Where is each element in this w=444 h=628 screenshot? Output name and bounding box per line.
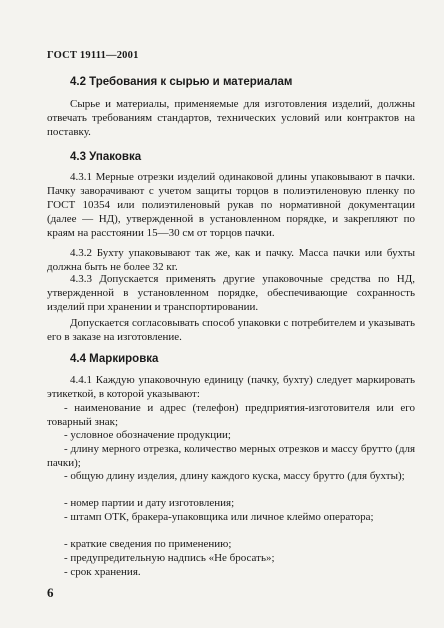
section-4-3-2-paragraph: 4.3.2 Бухту упаковывают так же, как и пачку. Масса пачки или бухты должна быть не более 32 кг.	[47, 247, 415, 273]
marking-list-item: - длину мерного отрезка, количество мерных отрезков и массу брутто (для пачки);	[47, 443, 415, 469]
section-4-3-note-paragraph: Допускается согласовывать способ упаковки с потребителем и указывать его в заказе на изготовление.	[47, 317, 415, 343]
marking-list-item: - номер партии и дату изготовления;	[64, 497, 235, 509]
marking-list-item: - наименование и адрес (телефон) предприятия-изготовителя или его товарный знак;	[47, 402, 415, 428]
marking-list-item: - штамп ОТК, бракера-упаковщика или личное клеймо оператора;	[64, 511, 374, 523]
marking-list-item: - общую длину изделия, длину каждого куска, массу брутто (для бухты);	[64, 470, 405, 482]
page-number: 6	[47, 585, 54, 600]
section-4-2-title: 4.2 Требования к сырью и материалам	[70, 76, 293, 88]
marking-list-item: - краткие сведения по применению;	[64, 538, 232, 550]
section-4-3-title: 4.3 Упаковка	[70, 151, 142, 163]
marking-list-item: - предупредительную надпись «Не бросать»;	[64, 552, 275, 564]
section-4-3-1-paragraph: 4.3.1 Мерные отрезки изделий одинаковой длины упаковывают в пачки. Пачку заворачивают с учетом защиты торцов в полиэтиленовую пленку по ГОСТ 10354 или полиэтиленовый рукав по нормативной документации (далее — НД), утвержденной в установленном порядке, и закрепляют по краям на расстоянии 15—30 см от торцов пачки.	[47, 171, 415, 239]
marking-list-item: - срок хранения.	[64, 566, 141, 578]
section-4-4-title: 4.4 Маркировка	[70, 353, 159, 365]
section-4-3-3-paragraph: 4.3.3 Допускается применять другие упаковочные средства по НД, утвержденной в установленном порядке, обеспечивающие сохранность изделий при хранении и транспортировании.	[47, 273, 415, 313]
marking-list-item: - условное обозначение продукции;	[64, 429, 231, 441]
document-header: ГОСТ 19111—2001	[47, 50, 139, 61]
section-4-2-paragraph: Сырье и материалы, применяемые для изготовления изделий, должны отвечать требованиям стандартов, технических условий или контрактов на поставку.	[47, 98, 415, 138]
section-4-4-1-paragraph: 4.4.1 Каждую упаковочную единицу (пачку, бухту) следует маркировать этикеткой, в которой указывают:	[47, 374, 415, 400]
